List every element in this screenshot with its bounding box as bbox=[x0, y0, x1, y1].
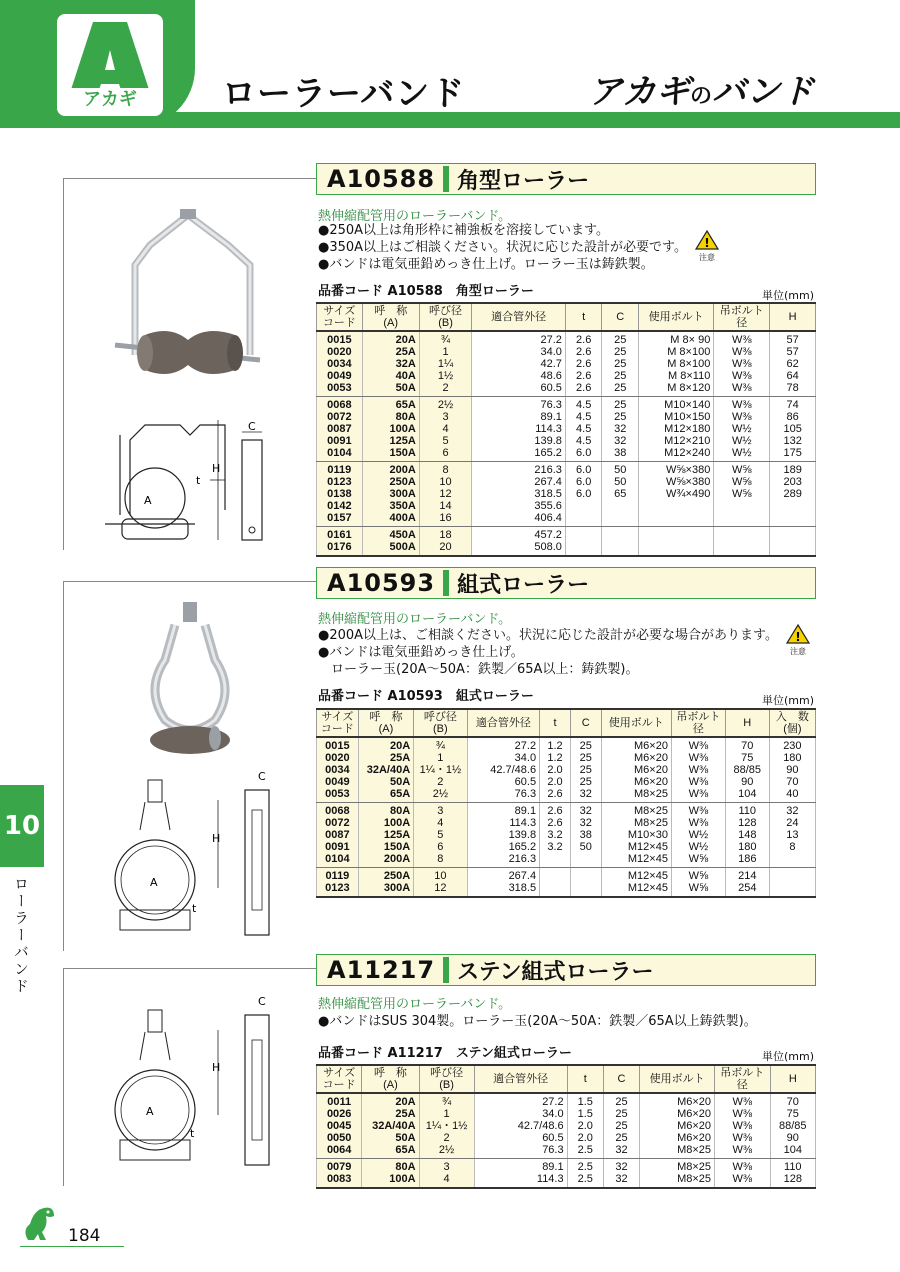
square-roller-photo bbox=[110, 205, 270, 385]
cell-a: 20A 25A 32A 40A 50A bbox=[362, 331, 419, 397]
cell-t: 2.6 2.6 3.2 3.2 bbox=[540, 803, 571, 868]
feature-item: ●バンドは電気亜鉛めっき仕上げ。ローラー玉は鋳鉄製。 bbox=[318, 257, 654, 272]
cell-b: ¾ 1 1¼ 1½ 2 bbox=[419, 331, 472, 397]
warning-label: 注意 bbox=[790, 647, 806, 656]
section-vrule-2 bbox=[63, 581, 64, 951]
cell-b: 18 20 bbox=[419, 527, 472, 557]
logo-text: アカギ bbox=[83, 89, 137, 110]
column-header: t bbox=[565, 303, 602, 331]
cell-b: 3 4 bbox=[419, 1159, 474, 1189]
table-title: 品番コード A10588 角型ローラー bbox=[318, 284, 534, 299]
cell-c bbox=[570, 868, 601, 898]
svg-text:!: ! bbox=[795, 630, 801, 644]
unit-label: 単位(mm) bbox=[761, 289, 814, 302]
cell-od: 457.2 508.0 bbox=[472, 527, 566, 557]
feature-list bbox=[318, 222, 687, 273]
cell-hang: W⅜ W⅜ W⅜ W⅜ W⅜ bbox=[671, 737, 725, 803]
product-name: 組式ローラー bbox=[457, 572, 590, 598]
cell-c: 32 32 bbox=[603, 1159, 639, 1189]
cell-c: 32 32 38 50 bbox=[570, 803, 601, 868]
page-title: ローラーバンド bbox=[222, 74, 466, 114]
column-header: C bbox=[602, 303, 639, 331]
assembled-roller-photo bbox=[135, 600, 245, 760]
column-header: サイズ コード bbox=[317, 1065, 362, 1093]
cell-code: 0011 0026 0045 0050 0064 bbox=[317, 1093, 362, 1159]
table-header-row bbox=[317, 709, 816, 737]
cell-t bbox=[565, 527, 602, 557]
feature-item: ●350A以上はご相談ください。状況に応じた設計が必要です。 bbox=[318, 240, 688, 255]
section-header-a11217 bbox=[316, 954, 816, 986]
brand-title bbox=[588, 64, 814, 113]
cell-c: 25 25 25 25 32 bbox=[570, 737, 601, 803]
cell-code: 0119 0123 0138 0142 0157 bbox=[317, 462, 363, 527]
feature-item: ●バンドは電気亜鉛めっき仕上げ。 bbox=[318, 645, 524, 660]
column-header: サイズ コード bbox=[317, 709, 359, 737]
chapter-tab: 10 bbox=[0, 785, 44, 867]
akagi-logo bbox=[55, 12, 165, 118]
cell-qty bbox=[769, 868, 815, 898]
section-rule-2 bbox=[63, 581, 316, 582]
cell-bolt: W⅝×380 W⅝×380 W¾×490 bbox=[638, 462, 713, 527]
cell-h: 70 75 88/85 90 104 bbox=[770, 1093, 815, 1159]
cell-code: 0079 0083 bbox=[317, 1159, 362, 1189]
cell-c bbox=[602, 527, 639, 557]
cell-b: 10 12 bbox=[414, 868, 467, 898]
column-header: 呼び径 (B) bbox=[419, 1065, 474, 1093]
feature-item: ローラー玉(20A～50A：鉄製／65A以上：鋳鉄製)。 bbox=[318, 662, 639, 677]
table-row-group bbox=[317, 397, 816, 462]
cell-code: 0161 0176 bbox=[317, 527, 363, 557]
cell-t: 2.6 2.6 2.6 2.6 2.6 bbox=[565, 331, 602, 397]
cell-code: 0068 0072 0087 0091 0104 bbox=[317, 803, 359, 868]
column-header: C bbox=[603, 1065, 639, 1093]
cell-c: 25 25 25 25 25 bbox=[602, 331, 639, 397]
cell-bolt: M10×140 M10×150 M12×180 M12×210 M12×240 bbox=[638, 397, 713, 462]
cell-h: 214 254 bbox=[725, 868, 769, 898]
header-accent-bar bbox=[443, 570, 449, 596]
cell-hang: W⅜ W⅜ W⅜ W⅜ W⅜ bbox=[714, 331, 770, 397]
cell-a: 65A 80A 100A 125A 150A bbox=[362, 397, 419, 462]
cell-h bbox=[770, 527, 816, 557]
section-vrule-3 bbox=[63, 968, 64, 1186]
cell-a: 20A 25A 32A/40A 50A 65A bbox=[362, 1093, 419, 1159]
cell-b: 2½ 3 4 5 6 bbox=[419, 397, 472, 462]
svg-text:!: ! bbox=[704, 236, 710, 250]
column-header: 使用ボルト bbox=[638, 303, 713, 331]
brand-tail: バンド bbox=[712, 72, 814, 112]
dim-a-label: A bbox=[144, 494, 152, 507]
column-header: 適合管外径 bbox=[467, 709, 540, 737]
dim-t-label: t bbox=[196, 474, 201, 487]
stainless-roller-diagram bbox=[100, 995, 290, 1170]
chapter-label: ローラーバンド bbox=[12, 876, 30, 995]
table-row-group bbox=[317, 1093, 816, 1159]
warning-icon bbox=[692, 230, 722, 260]
brand-main: アカギ bbox=[588, 72, 690, 112]
cell-a: 80A 100A 125A 150A 200A bbox=[358, 803, 413, 868]
cell-h: 189 203 289 bbox=[770, 462, 816, 527]
cell-hang: W⅜ W⅜ W⅜ W⅜ W⅜ bbox=[715, 1093, 771, 1159]
product-name: ステン組式ローラー bbox=[457, 959, 654, 985]
cell-hang: W⅝ W⅝ W⅝ bbox=[714, 462, 770, 527]
section-vrule-1 bbox=[63, 178, 64, 550]
column-header: 適合管外径 bbox=[474, 1065, 567, 1093]
feature-item: ●200A以上は、ご相談ください。状況に応じた設計が必要な場合があります。 bbox=[318, 628, 779, 643]
dim-h-label: H bbox=[212, 832, 221, 845]
cell-b: 8 10 12 14 16 bbox=[419, 462, 472, 527]
cell-t: 4.5 4.5 4.5 4.5 6.0 bbox=[565, 397, 602, 462]
cell-hang: W⅜ W⅜ W½ W½ W⅝ bbox=[671, 803, 725, 868]
header-accent-bar bbox=[443, 166, 449, 192]
unit-label: 単位(mm) bbox=[761, 694, 814, 707]
table-title: 品番コード A10593 組式ローラー bbox=[318, 689, 534, 704]
table-row-group bbox=[317, 462, 816, 527]
cell-h: 57 57 62 64 78 bbox=[770, 331, 816, 397]
feature-item: ●250A以上は角形枠に補強板を溶接しています。 bbox=[318, 223, 610, 238]
warning-label: 注意 bbox=[699, 253, 715, 262]
cell-qty: 32 24 13 8 bbox=[769, 803, 815, 868]
cell-c: 50 50 65 bbox=[602, 462, 639, 527]
column-header: t bbox=[567, 1065, 603, 1093]
column-header: 適合管外径 bbox=[472, 303, 566, 331]
cell-hang: W⅜ W⅜ W½ W½ W½ bbox=[714, 397, 770, 462]
dim-a-label: A bbox=[146, 1105, 154, 1118]
product-name: 角型ローラー bbox=[457, 168, 590, 194]
cell-b: 3 4 5 6 8 bbox=[414, 803, 467, 868]
cell-hang: W⅜ W⅜ bbox=[715, 1159, 771, 1189]
product-code: A11217 bbox=[327, 956, 436, 984]
cell-hang bbox=[714, 527, 770, 557]
cell-od: 27.2 34.0 42.7/48.6 60.5 76.3 bbox=[474, 1093, 567, 1159]
table-row-group bbox=[317, 737, 816, 803]
product-code: A10593 bbox=[327, 569, 436, 597]
table-row-group bbox=[317, 803, 816, 868]
cell-hang: W⅝ W⅝ bbox=[671, 868, 725, 898]
table-row-group bbox=[317, 527, 816, 557]
table-title: 品番コード A11217 ステン組式ローラー bbox=[318, 1046, 572, 1061]
footer-rule bbox=[20, 1246, 124, 1247]
cell-bolt: M12×45 M12×45 bbox=[601, 868, 671, 898]
square-roller-diagram bbox=[100, 420, 300, 550]
cell-b: ¾ 1 1¼・1½ 2 2½ bbox=[414, 737, 467, 803]
column-header: 呼 称 (A) bbox=[358, 709, 413, 737]
header-accent-bar bbox=[443, 957, 449, 983]
column-header: 使用ボルト bbox=[640, 1065, 715, 1093]
product-code: A10588 bbox=[327, 165, 436, 193]
column-header: H bbox=[770, 303, 816, 331]
assembled-roller-diagram bbox=[100, 770, 290, 940]
cell-od: 216.3 267.4 318.5 355.6 406.4 bbox=[472, 462, 566, 527]
cell-bolt: M6×20 M6×20 M6×20 M6×20 M8×25 bbox=[640, 1093, 715, 1159]
cell-h: 110 128 148 180 186 bbox=[725, 803, 769, 868]
dim-c-label: C bbox=[258, 770, 266, 783]
section-rule-1 bbox=[63, 178, 316, 179]
cell-a: 20A 25A 32A/40A 50A 65A bbox=[358, 737, 413, 803]
cell-c: 25 25 32 32 38 bbox=[602, 397, 639, 462]
dim-h-label: H bbox=[212, 462, 221, 475]
unit-label: 単位(mm) bbox=[761, 1050, 814, 1063]
dim-t-label: t bbox=[190, 1127, 195, 1140]
cell-od: 27.2 34.0 42.7/48.6 60.5 76.3 bbox=[467, 737, 540, 803]
column-header: 呼び径 (B) bbox=[419, 303, 472, 331]
cell-od: 27.2 34.0 42.7 48.6 60.5 bbox=[472, 331, 566, 397]
feature-list bbox=[318, 1013, 757, 1030]
product-subtitle: 熱伸縮配管用のローラーバンド。 bbox=[318, 997, 512, 1012]
cell-t: 2.5 2.5 bbox=[567, 1159, 603, 1189]
page-number: 184 bbox=[68, 1226, 101, 1246]
cell-h: 70 75 88/85 90 104 bbox=[725, 737, 769, 803]
feature-item: ●バンドはSUS 304製。ローラー玉(20A～50A：鉄製／65A以上鋳鉄製)。 bbox=[318, 1014, 757, 1029]
column-header: 吊ボルト 径 bbox=[671, 709, 725, 737]
cell-bolt bbox=[638, 527, 713, 557]
section-header-a10593 bbox=[316, 567, 816, 599]
section-rule-3 bbox=[63, 968, 316, 969]
cell-h: 110 128 bbox=[770, 1159, 815, 1189]
column-header: 呼び径 (B) bbox=[414, 709, 467, 737]
column-header: H bbox=[770, 1065, 815, 1093]
cell-qty: 230 180 90 70 40 bbox=[769, 737, 815, 803]
column-header: サイズ コード bbox=[317, 303, 363, 331]
column-header: 呼 称 (A) bbox=[362, 303, 419, 331]
column-header: 入 数 (個) bbox=[769, 709, 815, 737]
spec-table-a11217 bbox=[316, 1064, 816, 1189]
cell-t: 6.0 6.0 6.0 bbox=[565, 462, 602, 527]
cell-c: 25 25 25 25 32 bbox=[603, 1093, 639, 1159]
cell-code: 0068 0072 0087 0091 0104 bbox=[317, 397, 363, 462]
cell-bolt: M 8× 90 M 8×100 M 8×100 M 8×110 M 8×120 bbox=[638, 331, 713, 397]
brand-mid: の bbox=[689, 84, 712, 109]
cell-a: 200A 250A 300A 350A 400A bbox=[362, 462, 419, 527]
dim-h-label: H bbox=[212, 1061, 221, 1074]
warning-icon bbox=[783, 624, 813, 654]
cell-od: 89.1 114.3 139.8 165.2 216.3 bbox=[467, 803, 540, 868]
table-row-group bbox=[317, 1159, 816, 1189]
table-row-group bbox=[317, 868, 816, 898]
feature-list bbox=[318, 627, 778, 678]
cell-a: 250A 300A bbox=[358, 868, 413, 898]
product-subtitle: 熱伸縮配管用のローラーバンド。 bbox=[318, 612, 512, 627]
column-header: 吊ボルト 径 bbox=[715, 1065, 771, 1093]
cell-a: 450A 500A bbox=[362, 527, 419, 557]
cell-b: ¾ 1 1¼・1½ 2 2½ bbox=[419, 1093, 474, 1159]
column-header: H bbox=[725, 709, 769, 737]
table-header-row bbox=[317, 1065, 816, 1093]
section-header-a10588 bbox=[316, 163, 816, 195]
cell-bolt: M8×25 M8×25 bbox=[640, 1159, 715, 1189]
dim-c-label: C bbox=[248, 420, 256, 433]
cell-code: 0015 0020 0034 0049 0053 bbox=[317, 331, 363, 397]
product-subtitle: 熱伸縮配管用のローラーバンド。 bbox=[318, 209, 512, 224]
cell-code: 0015 0020 0034 0049 0053 bbox=[317, 737, 359, 803]
column-header: 使用ボルト bbox=[601, 709, 671, 737]
cell-t: 1.2 1.2 2.0 2.0 2.6 bbox=[540, 737, 571, 803]
cell-od: 267.4 318.5 bbox=[467, 868, 540, 898]
dim-a-label: A bbox=[150, 876, 158, 889]
dim-c-label: C bbox=[258, 995, 266, 1008]
column-header: C bbox=[570, 709, 601, 737]
cell-od: 76.3 89.1 114.3 139.8 165.2 bbox=[472, 397, 566, 462]
dinosaur-mascot-icon bbox=[20, 1200, 60, 1244]
table-row-group bbox=[317, 331, 816, 397]
dim-t-label: t bbox=[192, 902, 197, 915]
column-header: 呼 称 (A) bbox=[362, 1065, 419, 1093]
column-header: t bbox=[540, 709, 571, 737]
cell-t: 1.5 1.5 2.0 2.0 2.5 bbox=[567, 1093, 603, 1159]
cell-t bbox=[540, 868, 571, 898]
spec-table-a10588 bbox=[316, 302, 816, 557]
table-header-row bbox=[317, 303, 816, 331]
spec-table-a10593 bbox=[316, 708, 816, 898]
cell-od: 89.1 114.3 bbox=[474, 1159, 567, 1189]
cell-bolt: M8×25 M8×25 M10×30 M12×45 M12×45 bbox=[601, 803, 671, 868]
cell-a: 80A 100A bbox=[362, 1159, 419, 1189]
cell-bolt: M6×20 M6×20 M6×20 M6×20 M8×25 bbox=[601, 737, 671, 803]
column-header: 吊ボルト 径 bbox=[714, 303, 770, 331]
cell-h: 74 86 105 132 175 bbox=[770, 397, 816, 462]
cell-code: 0119 0123 bbox=[317, 868, 359, 898]
